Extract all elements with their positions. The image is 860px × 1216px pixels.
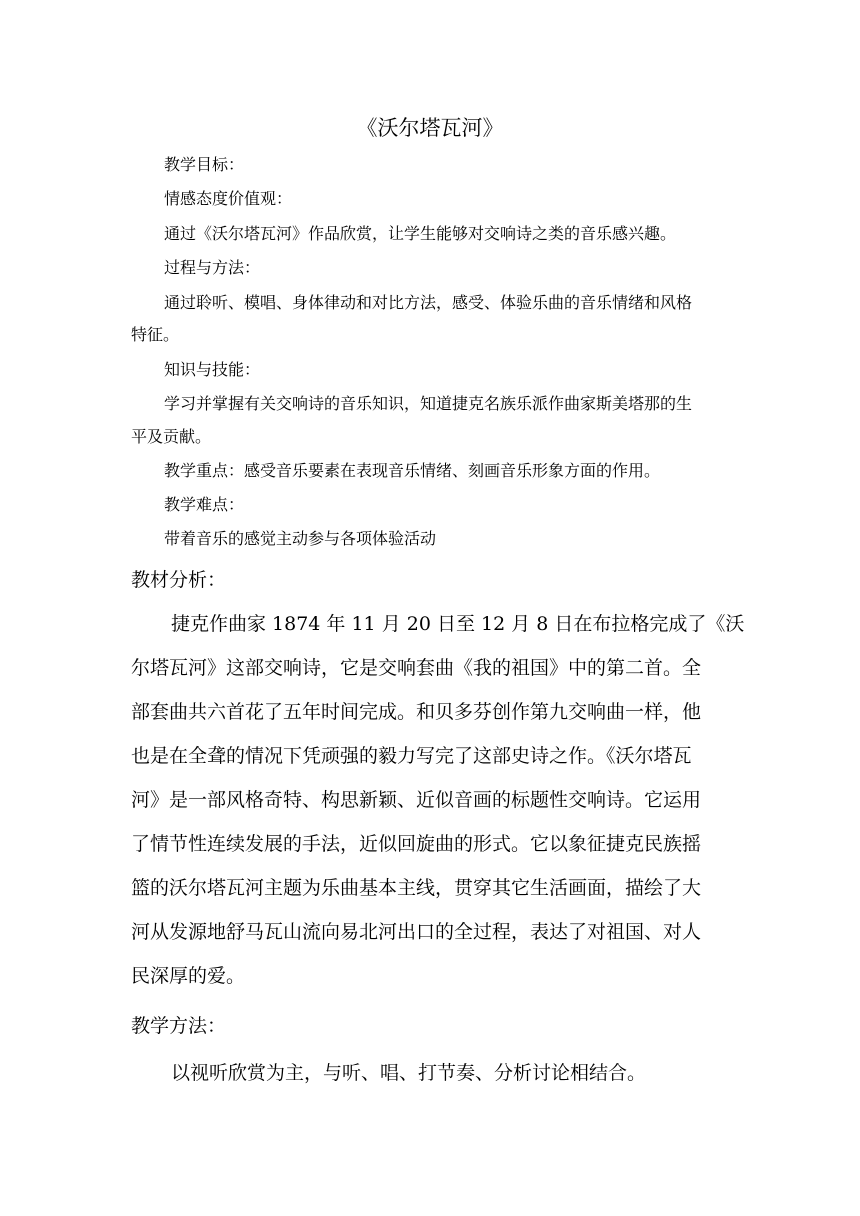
analysis-line: 了情节性连续发展的手法，近似回旋曲的形式。它以象征捷克民族摇: [131, 833, 702, 855]
analysis-line: 篮的沃尔塔瓦河主题为乐曲基本主线，贯穿其它生活画面，描绘了大: [131, 877, 702, 899]
analysis-line: 捷克作曲家 1874 年 11 月 20 日至 12 月 8 日在布拉格完成了《沃: [171, 613, 745, 635]
difficulty-heading: 教学难点：: [164, 495, 245, 514]
emotion-heading: 情感态度价值观：: [164, 189, 293, 208]
method-text: 以视听欣赏为主，与听、唱、打节奏、分析讨论相结合。: [171, 1062, 647, 1084]
analysis-line: 也是在全聋的情况下凭顽强的毅力写完了这部史诗之作。《沃尔塔瓦: [131, 745, 692, 767]
method-heading: 教学方法：: [131, 1015, 227, 1037]
difficulty-text: 带着音乐的感觉主动参与各项体验活动: [164, 529, 437, 548]
objectives-heading: 教学目标：: [164, 155, 245, 174]
knowledge-text-line-1: 学习并掌握有关交响诗的音乐知识，知道捷克名族乐派作曲家斯美塔那的生: [164, 394, 693, 413]
analysis-heading: 教材分析：: [131, 569, 227, 591]
knowledge-text-line-2: 平及贡献。: [131, 427, 212, 446]
process-text-line-1: 通过聆听、模唱、身体律动和对比方法，感受、体验乐曲的音乐情绪和风格: [164, 293, 693, 312]
analysis-line: 部套曲共六首花了五年时间完成。和贝多芬创作第九交响曲一样，他: [131, 701, 702, 723]
emotion-text: 通过《沃尔塔瓦河》作品欣赏，让学生能够对交响诗之类的音乐感兴趣。: [164, 224, 677, 243]
analysis-line: 民深厚的爱。: [131, 965, 246, 987]
analysis-line: 河》是一部风格奇特、构思新颖、近似音画的标题性交响诗。它运用: [131, 789, 702, 811]
key-point: 教学重点：感受音乐要素在表现音乐情绪、刻画音乐形象方面的作用。: [164, 461, 661, 480]
analysis-line: 尔塔瓦河》这部交响诗，它是交响套曲《我的祖国》中的第二首。全: [131, 657, 702, 679]
knowledge-heading: 知识与技能：: [164, 360, 261, 379]
analysis-line: 河从发源地舒马瓦山流向易北河出口的全过程，表达了对祖国、对人: [131, 921, 702, 943]
document-title: 《沃尔塔瓦河》: [356, 116, 504, 140]
process-heading: 过程与方法：: [164, 258, 261, 277]
process-text-line-2: 特征。: [131, 325, 180, 344]
